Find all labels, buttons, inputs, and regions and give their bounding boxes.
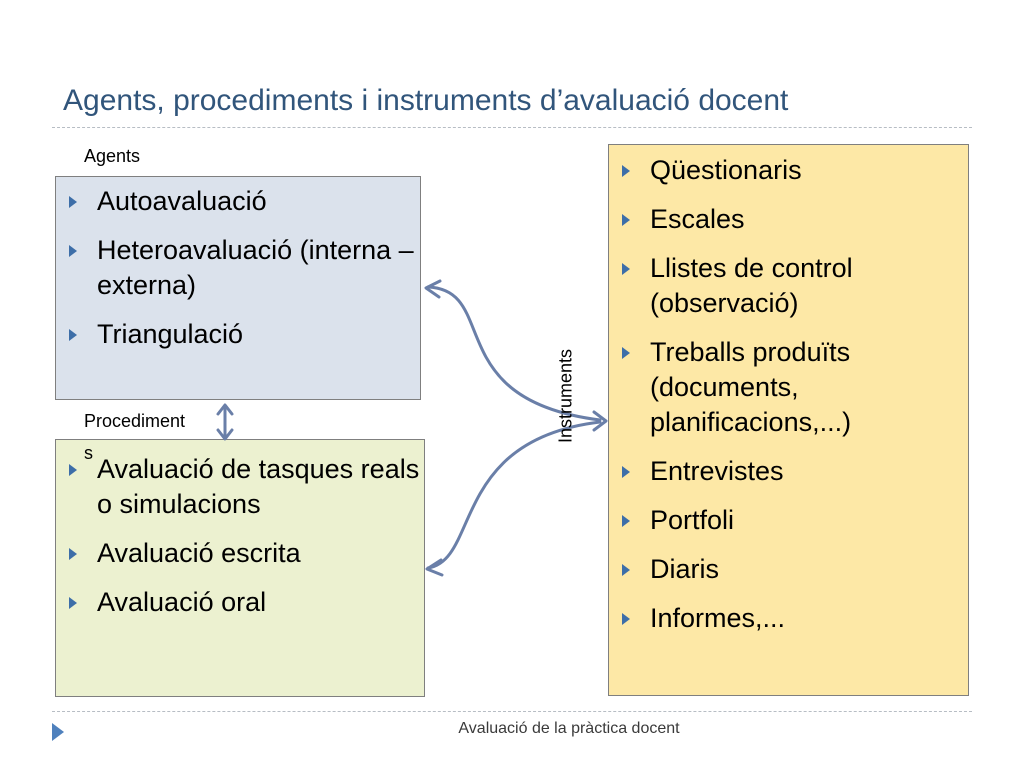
footer-text: Avaluació de la pràctica docent — [458, 720, 680, 737]
footer-divider — [52, 711, 972, 712]
list-item: Treballs produïts (documents, planificacions,...) — [608, 335, 964, 440]
procediments-label-line1: Procediment — [84, 411, 186, 431]
bullet-triangle-icon — [69, 597, 77, 609]
list-item: Avaluació de tasques reals o simulacions — [55, 452, 421, 522]
list-item: Autoavaluació — [55, 184, 415, 219]
list-item: Triangulació — [55, 317, 415, 352]
list-item: Heteroavaluació (interna – externa) — [55, 233, 415, 303]
bullet-triangle-icon — [622, 214, 630, 226]
list-item: Llistes de control (observació) — [608, 251, 964, 321]
bullet-triangle-icon — [622, 347, 630, 359]
procediments-instruments-curve — [428, 422, 600, 568]
agents-label: Agents — [84, 146, 141, 166]
procediments-list — [55, 452, 421, 634]
instruments-list — [608, 153, 964, 650]
list-item: Diaris — [608, 552, 964, 587]
bullet-triangle-icon — [622, 263, 630, 275]
bullet-triangle-icon — [622, 515, 630, 527]
agents-list — [55, 184, 415, 366]
bullet-triangle-icon — [622, 613, 630, 625]
list-item: Qüestionaris — [608, 153, 964, 188]
list-item: Escales — [608, 202, 964, 237]
slide-title: Agents, procediments i instruments d’avaluació docent — [63, 84, 789, 117]
bullet-triangle-icon — [622, 564, 630, 576]
instruments-label: Instruments — [555, 348, 576, 444]
bullet-triangle-icon — [622, 165, 630, 177]
bullet-triangle-icon — [69, 329, 77, 341]
bullet-triangle-icon — [69, 548, 77, 560]
bullet-triangle-icon — [69, 245, 77, 257]
bullet-triangle-icon — [69, 196, 77, 208]
list-item: Entrevistes — [608, 454, 964, 489]
bullet-triangle-icon — [69, 464, 77, 476]
procediments-label-line2: s — [84, 443, 93, 463]
list-item: Informes,... — [608, 601, 964, 636]
bullet-triangle-icon — [622, 466, 630, 478]
list-item: Avaluació oral — [55, 585, 421, 620]
list-item: Portfoli — [608, 503, 964, 538]
list-item: Avaluació escrita — [55, 536, 421, 571]
